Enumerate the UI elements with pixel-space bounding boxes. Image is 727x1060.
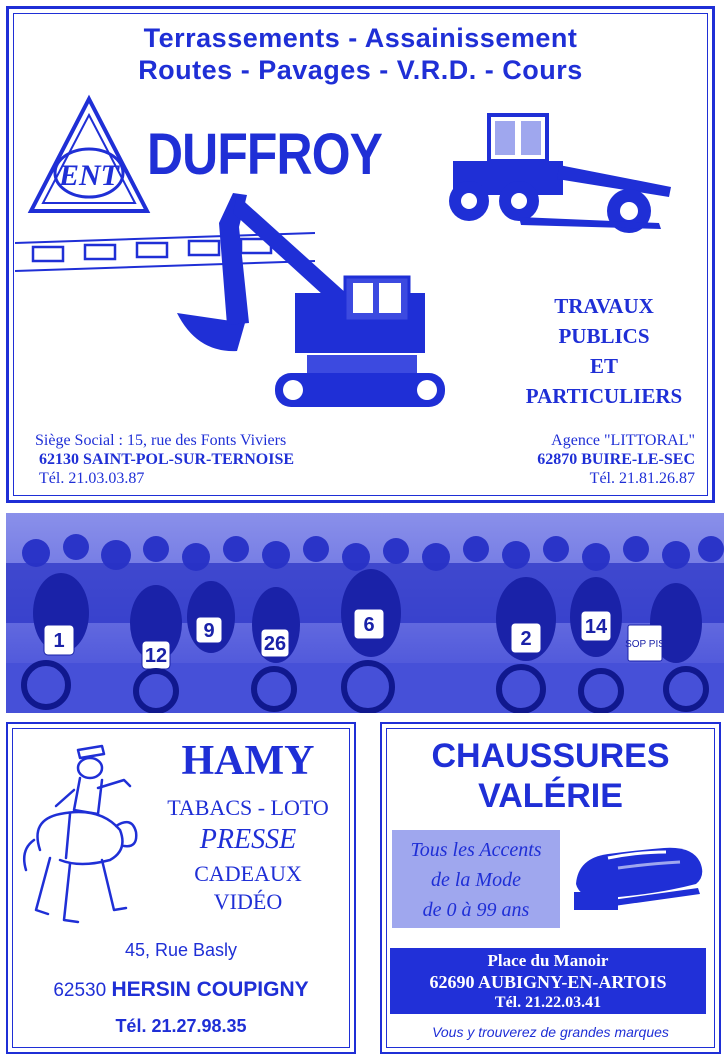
excavator-icon (167, 183, 457, 423)
hamy-line-2: PRESSE (199, 824, 297, 855)
travaux-line-1: TRAVAUX (554, 294, 654, 318)
accents-line-2: de la Mode (431, 869, 521, 891)
accents-box (392, 830, 560, 928)
chaussures-title-2: VALÉRIE (478, 777, 623, 815)
agence-label: Agence "LITTORAL" (551, 432, 695, 449)
travaux-line-3: ET (589, 354, 618, 378)
duffroy-headline-2: Routes - Pavages - V.R.D. - Cours (138, 55, 583, 85)
hamy-line-1: TABACS - LOTO (167, 795, 329, 820)
hamy-line-4: VIDÉO (213, 889, 283, 914)
hamy-tel: Tél. 21.27.98.35 (115, 1016, 247, 1036)
travaux-line-2: PUBLICS (558, 324, 650, 348)
place-tel: Tél. 21.22.03.41 (494, 994, 602, 1011)
siege-label: Siège Social : 15, rue des Fonts Viviers (35, 432, 287, 449)
bib-1: 1 (53, 630, 65, 652)
cowboy-horse-icon (20, 740, 140, 940)
place-box (390, 948, 706, 1014)
bib-2: 2 (520, 628, 532, 650)
siege-tel: Tél. 21.03.03.87 (39, 470, 145, 487)
agence-tel: Tél. 21.81.26.87 (589, 470, 695, 487)
hamy-name: HAMY (181, 738, 315, 784)
bib-6: 6 (363, 614, 375, 636)
accents-line-1: Tous les Accents (410, 839, 542, 861)
logo-text: ENT (59, 159, 119, 192)
bib-14: 14 (584, 616, 608, 638)
hamy-street: 45, Rue Basly (124, 940, 238, 960)
hamy-line-3: CADEAUX (194, 861, 302, 886)
bib-12: 12 (144, 645, 168, 667)
tagline: Vous y trouverez de grandes marques (432, 1024, 669, 1040)
siege-city: 62130 SAINT-POL-SUR-TERNOISE (39, 451, 295, 468)
agence-address (465, 431, 695, 488)
bib-26: 26 (263, 633, 287, 655)
bib-9: 9 (203, 620, 215, 642)
accents-line-3: de 0 à 99 ans (422, 899, 530, 921)
hamy-postcode: 62530 (53, 980, 107, 1001)
hamy-city-line (8, 978, 354, 1002)
chaussures-ad (380, 722, 721, 1054)
motocross-photo (6, 513, 724, 713)
siege-address (35, 431, 294, 488)
hamy-city: HERSIN COUPIGNY (111, 978, 309, 1001)
chaussures-title-1: CHAUSSURES (431, 737, 670, 775)
crowd-sign: SOP PIS (625, 639, 665, 650)
travaux-line-4: PARTICULIERS (525, 384, 683, 408)
grader-icon (439, 105, 679, 239)
motocross-scene-icon (6, 513, 724, 713)
place-city: 62690 AUBIGNY-EN-ARTOIS (429, 972, 667, 992)
company-name: DUFFROY (147, 122, 383, 187)
hamy-ad (6, 722, 356, 1054)
triangle-logo-icon (25, 93, 153, 219)
duffroy-ad (6, 6, 715, 503)
duffroy-headline-1: Terrassements - Assainissement (143, 23, 578, 53)
shoe-icon (568, 828, 708, 918)
place-line: Place du Manoir (487, 951, 609, 970)
agence-city: 62870 BUIRE-LE-SEC (537, 451, 695, 468)
